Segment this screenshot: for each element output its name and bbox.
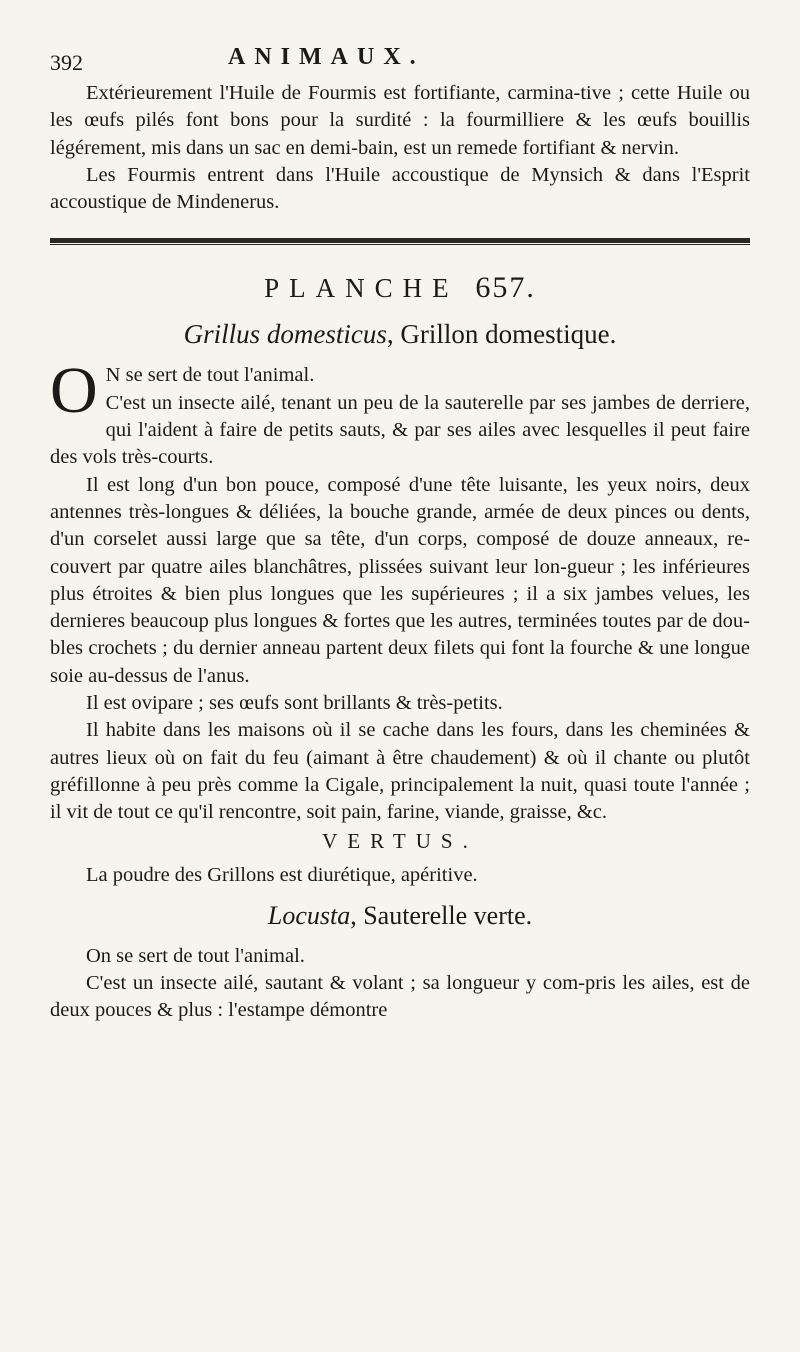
vertus-heading: VERTUS. bbox=[322, 828, 478, 853]
species-heading-sauterelle bbox=[50, 901, 750, 931]
species-french-name: Grillon domestique. bbox=[400, 319, 617, 350]
plate-label: PLANCHE bbox=[264, 273, 459, 304]
species2-french-name: Sauterelle verte. bbox=[363, 900, 533, 930]
grillon-paragraph-3: Il est ovipare ; ses œufs sont brillants & très-petits. bbox=[86, 692, 503, 715]
section-divider bbox=[50, 238, 750, 245]
sauterelle-paragraph-1: On se sert de tout l'animal. bbox=[86, 944, 305, 967]
grillon-paragraph-1: C'est un insecte ailé, tenant un peu de la sauterelle par ses jambes de derriere, qui l'aident à faire de petits sauts, & par ses ailes avec lesquelles il peut faire des vols très-courts. bbox=[50, 391, 750, 469]
page bbox=[50, 44, 750, 1025]
plate-heading bbox=[50, 271, 750, 305]
grillon-opening-paragraph bbox=[50, 354, 750, 471]
grillon-paragraph-2: Il est long d'un bon pouce, composé d'une tête luisante, les yeux noirs, deux antennes très-longues & déliées, la bouche grande, armée de deux pinces ou dents, d'un corselet aussi large que sa tête, d'un corps, composé de douze anneaux, re-couvert par quatre ailes blanchâtres, plissées suivant leur lon-gueur ; les inférieures plus étroites & bien plus longues que les supérieures ; il a six jambes velues, les dernieres beaucoup plus longues & fortes que les autres, terminées toutes par de dou-bles crochets ; du dernier anneau partent deux filets qui font la fourche & une longue soie au-dessus de l'anus. bbox=[50, 473, 750, 687]
running-head bbox=[50, 44, 750, 80]
grillon-opening-text: N se sert de tout l'animal. bbox=[105, 364, 315, 387]
species2-separator: , bbox=[350, 900, 357, 930]
page-number: 392 bbox=[50, 50, 83, 75]
drop-cap: O bbox=[50, 354, 98, 428]
vertus-text: La poudre des Grillons est diurétique, apéritive. bbox=[86, 863, 478, 886]
species-separator: , bbox=[386, 319, 394, 350]
species-latin-name: Grillus domesticus bbox=[183, 319, 387, 350]
intro-paragraph-1: Extérieurement l'Huile de Fourmis est fortifiante, carmina-tive ; cette Huile ou les œufs pilés font bons pour la surdité : la fourmilliere & les œufs bouillis légérement, mis dans un sac en demi-bain, est un remede fortifiant & nervin. bbox=[50, 82, 750, 159]
plate-number: 657. bbox=[475, 271, 536, 305]
species-heading-grillon bbox=[50, 319, 750, 350]
grillon-paragraph-4: Il habite dans les maisons où il se cache dans les fours, dans les cheminées & autres lieux où on fait du feu (aimant à être chaudement) & où il chante ou plutôt gréfillonne à peu près comme la Cigale, principalement la nuit, quasi toute l'année ; il vit de tout ce qu'il rencontre, soit pain, farine, viande, graisse, &c. bbox=[50, 719, 750, 824]
sauterelle-paragraph-2: C'est un insecte ailé, sautant & volant ; sa longueur y com-pris les ailes, est de deux pouces & plus : l'estampe démontre bbox=[50, 972, 750, 1022]
running-title: ANIMAUX. bbox=[228, 44, 425, 70]
species2-latin-name: Locusta bbox=[267, 900, 351, 930]
intro-paragraph-2: Les Fourmis entrent dans l'Huile accoustique de Mynsich & dans l'Esprit accoustique de Mindenerus. bbox=[50, 163, 750, 214]
